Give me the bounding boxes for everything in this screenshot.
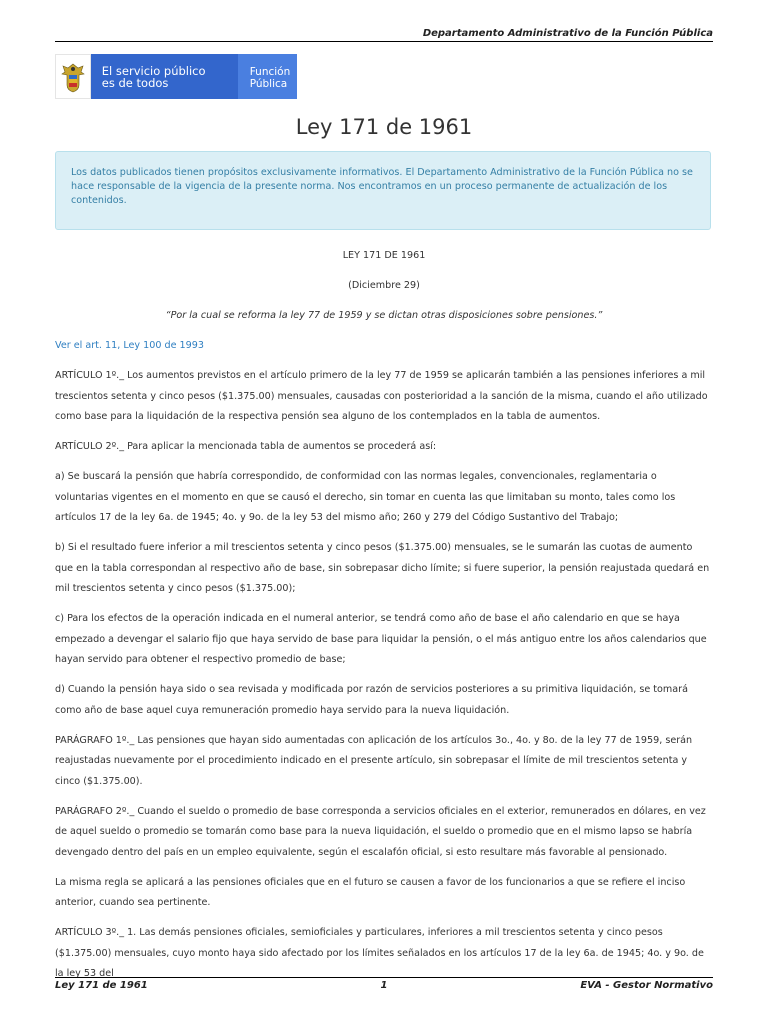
page-header xyxy=(55,28,713,42)
law-heading: LEY 171 DE 1961 xyxy=(342,250,426,261)
article-1: ARTÍCULO 1º._ Los aumentos previstos en el artículo primero de la ley 77 de 1959 se aplicarán también a las pensiones inferiores a mil trescientos setenta y cinco pesos ($1.375.00) mensuales, causadas con posterioridad a la sanción de la misma, cuando el año utilizado como base para la liquidación de la respectiva pensión sea alguno de los contemplados en la tabla de aumentos. xyxy=(55,370,708,422)
law-date: (Diciembre 29) xyxy=(348,280,420,291)
paragraph-2: PARÁGRAFO 2º._ Cuando el sueldo o promedio de base corresponda a servicios oficiales en el exterior, remunerados en dólares, en vez de aquel sueldo o promedio se tomarán como base para la nueva liquidación, el sueldo o promedio que en el mismo lapso se habría devengado dentro del país en un empleo equivalente, según el escalafón oficial, si esto resultare más favorable al pensionado. xyxy=(55,805,706,858)
article-2-item-a: a) Se buscará la pensión que habría correspondido, de conformidad con las normas legales, convencionales, reglamentaria o voluntarias vigentes en el momento en que se causó el derecho, sin tomar en cuenta las que limitaban su monto, tales como los artículos 17 de la ley 6a. de 1945; 4o. y 9o. de la ley 53 del mismo año; 260 y 279 del Código Sustantivo del Trabajo; xyxy=(55,471,676,523)
document-body xyxy=(55,246,713,994)
logo-entity-line-2: Pública xyxy=(249,78,288,90)
same-rule-paragraph: La misma regla se aplicará a las pensiones oficiales que en el futuro se causen a favor de los funcionarios a que se refiere el inciso anterior, cuando sea pertinente. xyxy=(55,876,686,908)
logo-banner xyxy=(91,54,238,99)
article-2-item-d: d) Cuando la pensión haya sido o sea revisada y modificada por razón de servicios posteriores a su primitiva liquidación, se tomará como año de base aquel cuya remuneración promedio haya servido para la nueva liquidación. xyxy=(55,684,688,716)
page-number: 1 xyxy=(380,980,388,991)
logo-line-1: El servicio público xyxy=(101,63,206,78)
footer-system-name: EVA - Gestor Normativo xyxy=(580,980,713,991)
logo[interactable] xyxy=(55,54,297,99)
footer-divider xyxy=(55,977,713,978)
page-title: Ley 171 de 1961 xyxy=(295,115,473,139)
footer-law-name: Ley 171 de 1961 xyxy=(55,980,148,991)
logo-line-2: es de todos xyxy=(101,75,169,90)
disclaimer-notice: Los datos publicados tienen propósitos exclusivamente informativos. El Departamento Administrativo de la Función Pública no se hace responsable de la vigencia de la presente norma. Nos encontramos en un proceso permanente de actualización de los contenidos. xyxy=(55,151,711,230)
coat-of-arms-icon xyxy=(55,54,91,99)
logo-entity-line-1: Función xyxy=(249,66,291,78)
reference-link[interactable]: Ver el art. 11, Ley 100 de 1993 xyxy=(55,340,204,351)
logo-entity xyxy=(238,54,297,99)
law-epigraph: “Por la cual se reforma la ley 77 de 1959 y se dictan otras disposiciones sobre pensiones.” xyxy=(165,310,603,321)
paragraph-1: PARÁGRAFO 1º._ Las pensiones que hayan sido aumentadas con aplicación de los artículos 3o., 4o. y 8o. de la ley 77 de 1959, serán reajustadas nuevamente por el procedimiento indicado en el presente artículo, sin sobrepasar el límite de mil trescientos setenta y cinco ($1.375.00). xyxy=(55,734,693,787)
article-2-item-c: c) Para los efectos de la operación indicada en el numeral anterior, se tendrá como año de base el año calendario en que se haya empezado a devengar el salario fijo que haya servido de base para liquidar la pensión, o el más antiguo entre los años calendarios que hayan servido para obtener el respectivo promedio de base; xyxy=(55,613,707,665)
article-2-item-b: b) Si el resultado fuere inferior a mil trescientos setenta y cinco pesos ($1.375.00) mensuales, se le sumarán las cuotas de aumento que en la tabla correspondan al respectivo año de base, sin sobrepasar dicho límite; si fuere superior, la pensión reajustada quedará en mil trescientos setenta y cinco pesos ($1.375.00); xyxy=(55,542,710,594)
article-2: ARTÍCULO 2º._ Para aplicar la mencionada tabla de aumentos se procederá así: xyxy=(55,441,437,452)
department-name: Departamento Administrativo de la Función Pública xyxy=(422,28,713,39)
article-3: ARTÍCULO 3º._ 1. Las demás pensiones oficiales, semioficiales y particulares, inferiores a mil trescientos setenta y cinco pesos ($1.375.00) mensuales, cuyo monto haya sido afectado por los límites señalados en los artículos 17 de la ley 6a. de 1945; 4o. y 9o. de la ley 53 del xyxy=(55,927,704,979)
